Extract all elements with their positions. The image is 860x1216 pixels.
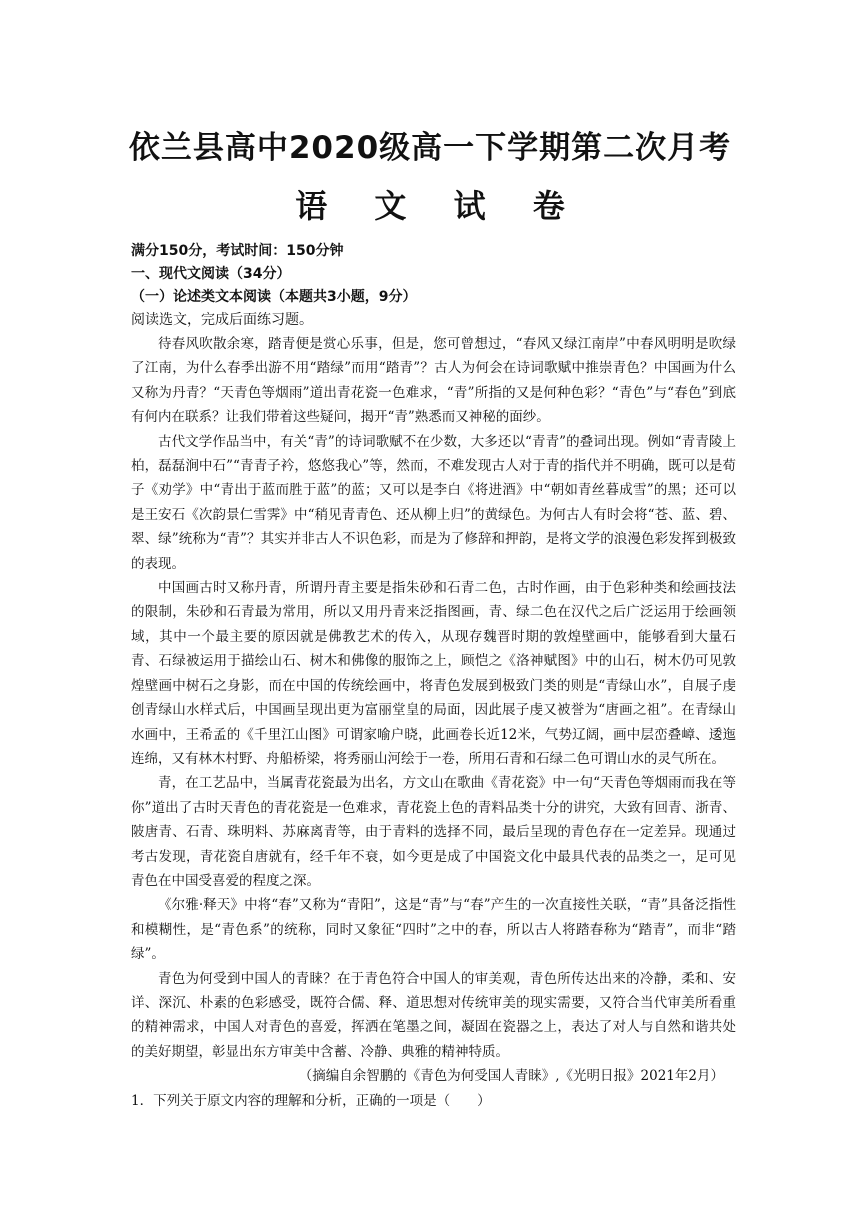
passage-paragraph: 《尔雅·释天》中将“春”又称为“青阳”，这是“青”与“春”产生的一次直接性关联，“青”具备泛指性和模糊性，是“青色系”的统称，同时又象征“四时”之中的春，所以古人将踏春称为“踏青”，而非“踏绿”。 [131,897,736,963]
exam-title: 依兰县高中2020级高一下学期第二次月考 [128,130,732,166]
section-subheading: （一）论述类文本阅读（本题共3小题，9分） [131,289,417,305]
reading-passage [131,332,736,1064]
question-1: 1．下列关于原文内容的理解和分析，正确的一项是（ ） [131,1092,491,1109]
exam-info: 满分150分，考试时间：150分钟 [131,243,344,259]
reading-instruction: 阅读选文，完成后面练习题。 [131,312,313,328]
exam-content [131,240,736,1113]
passage-paragraph: 青，在工艺品中，当属青花瓷最为出名，方文山在歌曲《青花瓷》中一句“天青色等烟雨而我在等你”道出了古时天青色的青花瓷是一色难求，青花瓷上色的青料品类十分的讲究，大致有回青、浙青、陂唐青、石青、珠明料、苏麻离青等，由于青料的选择不同，最后呈现的青色存在一定差异。现通过考古发现，青花瓷自唐就有，经千年不衰，如今更是成了中国瓷文化中最具代表的品类之一，足可见青色在中国受喜爱的程度之深。 [131,775,736,889]
section-heading: 一、现代文阅读（34分） [131,266,291,282]
passage-paragraph: 中国画古时又称丹青，所谓丹青主要是指朱砂和石青二色，古时作画，由于色彩种类和绘画技法的限制，朱砂和石青最为常用，所以又用丹青来泛指图画，青、绿二色在汉代之后广泛运用于绘画领域，其中一个最主要的原因就是佛教艺术的传入，从现存魏晋时期的敦煌壁画中，能够看到大量石青、石绿被运用于描绘山石、树木和佛像的服饰之上，顾恺之《洛神赋图》中的山石，树木仍可见敦煌壁画中树石之身影，而在中国的传统绘画中，将青色发展到极致门类的则是“青绿山水”，自展子虔创青绿山水样式后，中国画呈现出更为富丽堂皇的局面，因此展子虔又被誉为“唐画之祖”。在青绿山水画中，王希孟的《千里江山图》可谓家喻户晓，此画卷长近12米，气势辽阔，画中层峦叠嶂、逶迤连绵，又有林木村野、舟船桥梁，将秀丽山河绘于一卷，所用石青和石绿二色可谓山水的灵气所在。 [131,580,736,767]
passage-source: （摘编自余智鹏的《青色为何受国人青睐》,《光明日报》2021年2月） [298,1068,724,1085]
passage-paragraph: 待春风吹散余寒，踏青便是赏心乐事，但是，您可曾想过，“春风又绿江南岸”中春风明明是吹绿了江南，为什么春季出游不用“踏绿”而用“踏青”？古人为何会在诗词歌赋中推崇青色？中国画为什么又称为丹青？“天青色等烟雨”道出青花瓷一色难求，“青”所指的又是何种色彩？“青色”与“春色”到底有何内在联系？让我们带着这些疑问，揭开“青”熟悉而又神秘的面纱。 [131,336,736,426]
passage-paragraph: 青色为何受到中国人的青睐？在于青色符合中国人的审美观，青色所传达出来的冷静，柔和、安详、深沉、朴素的色彩感受，既符合儒、释、道思想对传统审美的现实需要，又符合当代审美所看重的精神需求，中国人对青色的喜爱，挥洒在笔墨之间，凝固在瓷器之上，表达了对人与自然和谐共处的美好期望，彰显出东方审美中含蓄、冷静、典雅的精神特质。 [131,970,736,1060]
passage-paragraph: 古代文学作品当中，有关“青”的诗词歌赋不在少数，大多还以“青青”的叠词出现。例如“青青陵上柏，磊磊涧中石”“青青子衿，悠悠我心”等，然而，不难发现古人对于青的指代并不明确，既可以是荀子《劝学》中“青出于蓝而胜于蓝”的蓝；又可以是李白《将进酒》中“朝如青丝暮成雪”的黑；还可以是王安石《次韵景仁雪霁》中“稍见青青色、还从柳上归”的黄绿色。为何古人有时会将“苍、蓝、碧、翠、绿”统称为“青”？其实并非古人不识色彩，而是为了修辞和押韵，是将文学的浪漫色彩发挥到极致的表现。 [131,433,736,572]
exam-subject-title: 语 文 试 卷 [295,187,583,225]
